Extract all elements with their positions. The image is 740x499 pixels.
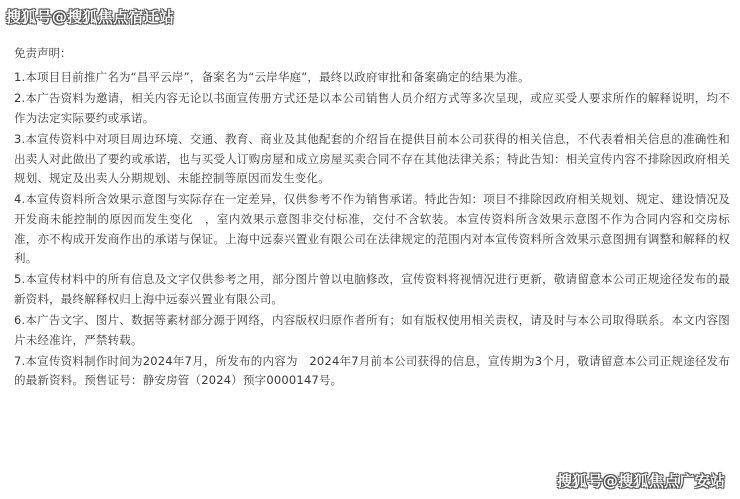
- disclaimer-item-4: 4.本宣传资料所含效果示意图与实际存在一定差异，仅供参考不作为销售承诺。特此告知：项目不排除因政府相关规划、规定、建设情况及开发商未能控制的原因而发生变化 ，室内效果示意图非交付标准，交付不含软装。本宣传资料所含效果示意图不作为合同内容和交房标准，亦不构成开发商作出的承诺与保证。上海中远泰兴置业有限公司在法律规定的范围内对本宣传资料所含效果示意图拥有调整和解释的权利。: [14, 192, 730, 266]
- disclaimer-section: [14, 44, 730, 393]
- disclaimer-item-7: 7.本宣传资料制作时间为2024年7月，所发布的内容为 2024年7月前本公司获得的信息，宣传期为3个月，敬请留意本公司正规途径发布的最新资料。预售证号：静安房管（2024）预字0000147号。: [14, 353, 730, 388]
- disclaimer-item-6: 6.本广告文字、图片、数据等素材部分源于网络，内容版权归原作者所有；如有版权使用相关责权，请及时与本公司取得联系。本文内容图片未经准许，严禁转载。: [14, 313, 730, 347]
- disclaimer-item-3: 3.本宣传资料中对项目周边环境、交通、教育、商业及其他配套的介绍旨在提供目前本公司获得的相关信息，不代表着相关信息的准确性和出卖人对此做出了要约或承诺，也与买受人订购房屋和成立房屋买卖合同不存在其他法律关系；特此告知：相关宣传内容不排除因政府相关规划、规定及出卖人分期规划、未能控制等原因而发生变化。: [14, 131, 730, 186]
- watermark-bottom: 搜狐号@搜狐焦点广安站: [557, 472, 726, 490]
- disclaimer-item-1: 1.本项目目前推广名为“昌平云岸”，备案名为“云岸华庭”，最终以政府审批和备案确定的结果为准。: [14, 70, 530, 84]
- watermark-top: 搜狐号@搜狐焦点宿迁站: [6, 8, 175, 26]
- disclaimer-heading: 免责声明：: [14, 46, 72, 60]
- disclaimer-item-5: 5.本宣传材料中的所有信息及文字仅供参考之用，部分图片曾以电脑修改，宣传资料将视情况进行更新，敬请留意本公司正规途径发布的最新资料，最终解释权归上海中远泰兴置业有限公司。: [14, 272, 730, 306]
- disclaimer-item-2: 2.本广告资料为邀请，相关内容无论以书面宣传册方式还是以本公司销售人员介绍方式等多次呈现，或应买受人要求所作的解释说明，均不作为法定实际要约或承诺。: [14, 91, 730, 125]
